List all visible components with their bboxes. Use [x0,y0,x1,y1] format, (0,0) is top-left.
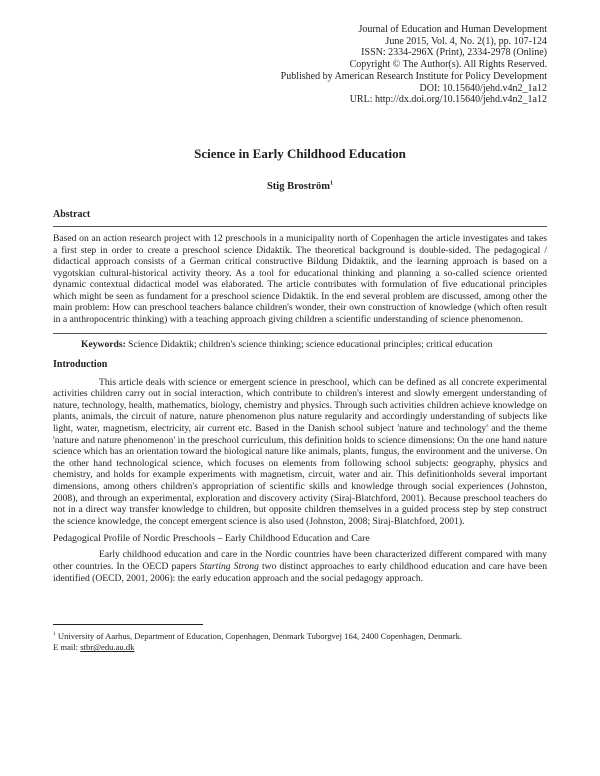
abstract-text: Based on an action research project with 12 preschools in a municipality north of Copenhagen the article investigates and takes a first step in order to create a preschool science Didaktik. The theoretical background is double-sided. The pedagogical / didactical approach consists of a German critical constructive Bildung Didaktik, and the learning approach is based on a vygotskian cultural-historical activity theory. As a tool for educational thinking and planning a so-called science oriented dynamic contextual didactical model was elaborated. The article contributes with formulation of five educational principles which might be seen as fundament for a preschool science Didaktik. In the end several problem are discussed, among other the main problem: How can preschool teachers balance children's wonder, their own construction of knowledge (which often result in a anthropocentric thinking) with a teaching approach giving children a scientific understanding of science phenomenon. [53,232,547,326]
author-name: Stig Broström [266,180,331,192]
footnote-text: University of Aarhus, Department of Education, Copenhagen, Denmark Tuborgvej 164, 2400 Copenhagen, Denmark. [55,631,463,642]
keywords [53,339,547,351]
email-link[interactable]: stbr@edu.au.dk [80,642,135,653]
keywords-text: Science Didaktik; children's science thinking; science educational principles; critical education [128,338,493,350]
paragraph-italic-title: Starting Strong [199,560,259,572]
abstract-top-rule [53,226,547,227]
email-label: E mail: [53,642,81,653]
journal-header [53,24,547,106]
abstract-heading: Abstract [53,208,91,220]
abstract-bottom-rule [53,333,547,334]
issue-info: June 2015, Vol. 4, No. 2(1), pp. 107-124 [385,35,547,47]
author [53,180,547,193]
paragraph-text: two distinct approaches to early childhood education and care have been identified (OECD, 2001, 2006): the early education approach and the social pedagogy approach. [53,560,547,584]
doi: DOI: 10.15640/jehd.v4n2_1a12 [419,82,547,94]
copyright: Copyright © The Author(s). All Rights Reserved. [349,59,547,71]
section-paragraph [53,549,547,584]
section-heading: Pedagogical Profile of Nordic Preschools – Early Childhood Education and Care [53,533,370,545]
footnote-rule [53,624,203,625]
author-footnote-mark: 1 [330,180,334,187]
keywords-label: Keywords: [81,338,126,350]
publisher: Published by American Research Institute for Policy Development [280,70,547,82]
url: URL: http://dx.doi.org/10.15640/jehd.v4n2_1a12 [349,94,547,106]
paragraph-text: Early childhood education and care in the Nordic countries have been characterized different compared with many other countries. In the OECD papers [53,549,547,572]
journal-name: Journal of Education and Human Development [358,24,547,35]
paper-title: Science in Early Childhood Education [194,145,406,161]
introduction-heading: Introduction [53,358,108,370]
footnote [53,631,547,653]
introduction-paragraph: This article deals with science or emergent science in preschool, which can be defined as all concrete experimental activities children carry out in social interaction, which contribute to children's interest and slowly emergent understanding of nature, technology, health, mathematics, biology, chemistry and physics. Through such activities children achieve knowledge on plants, animals, the circuit of nature, nature phenomenon plus nature regularity and accordingly understanding of subjects like light, water, magnetism, electricity, air current etc. Based in the Danish school subject 'nature and technology' and the theme 'nature and nature phenomenon' in the preschool curriculum, this definition holds to science dimensions: On the one hand nature science which has an orientation toward the biological nature like animals, plants, fungus, the environment and the universe. On the other hand technological science, which focuses on elements from following school subjects: geography, physics and chemistry, and holds for example experiments with magnetism, circuit, water and air. This definitionholds several important dimensions, among others children's appropriation of scientific skills and knowledge through social experiences (Johnston, 2008), and through an experimental, exploration and discovery activity (Siraj-Blatchford, 2001). Because preschool teachers do not in a direct way transfer knowledge to children, but opposite children themselves in a guided process step by step construct the science knowledge, the concept emergent science is also used (Johnston, 2008; Siraj-Blatchford, 2001). [53,376,547,527]
issn: ISSN: 2334-296X (Print), 2334-2978 (Online) [361,47,547,59]
footnote-mark: 1 [53,631,56,638]
